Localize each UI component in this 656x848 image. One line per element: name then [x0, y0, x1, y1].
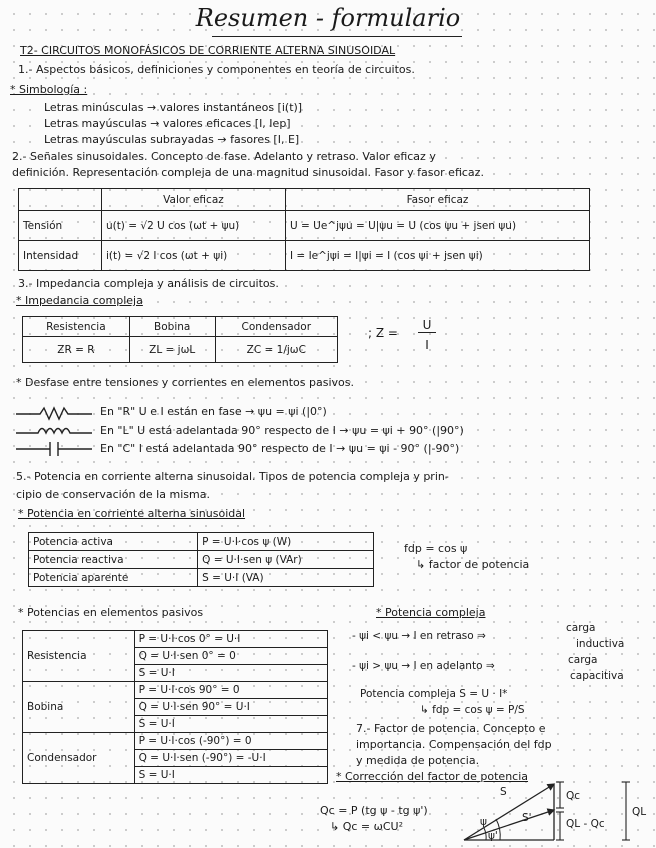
table-header: Bobina — [129, 317, 215, 337]
table-header: Valor eficaz — [101, 189, 285, 211]
pasivos-heading: * Potencias en elementos pasivos — [18, 606, 204, 619]
diagram-psi: ψ — [480, 816, 487, 828]
diagram-ql-qc: QL - Qc — [566, 818, 605, 830]
z-formula-lhs: ; Z = — [368, 326, 398, 340]
table-cell: Intensidad — [19, 241, 102, 271]
table-cell — [19, 189, 102, 211]
table-cell: Q = U·I·sen (-90°) = -U·I — [134, 750, 327, 767]
diagram-s: S — [500, 786, 507, 798]
table-cell: u(t) = √2 U cos (ωt + ψu) — [101, 211, 285, 241]
table-row-label: Resistencia — [23, 631, 135, 682]
compleja-row-1: - ψi < ψu → I en retraso ⇒ — [352, 630, 486, 642]
fasor-table — [18, 188, 590, 271]
table-row-label: Condensador — [23, 733, 135, 784]
table-cell: Q = U·I·sen 0° = 0 — [134, 648, 327, 665]
compleja-row-2-carga: carga — [568, 654, 598, 666]
qc-formula-2: ↳ Qc = ωCU² — [330, 820, 403, 833]
table-cell: S = U·I — [134, 716, 327, 733]
diagram-psi-prime: ψ' — [488, 830, 498, 842]
compleja-row-1-tipo: inductiva — [576, 638, 625, 650]
table-cell: I = Ie^jψi = I|ψi = I (cos ψi + jsen ψi) — [286, 241, 590, 271]
table-cell: S = U·I — [134, 767, 327, 784]
z-formula-den: I — [425, 338, 429, 352]
item-7-line-2: importancia. Compensación del fdp — [356, 738, 552, 751]
desfase-heading: * Desfase entre tensiones y corrientes en elementos pasivos. — [16, 376, 354, 389]
item-2-line-2: definición. Representación compleja de una magnitud sinusoidal. Fasor y fasor eficaz. — [12, 166, 484, 179]
compleja-row-2: - ψi > ψu → I en adelanto ⇒ — [352, 660, 495, 672]
table-cell: Potencia aparente — [29, 569, 198, 587]
compleja-fdp: ↳ fdp = cos ψ = P/S — [420, 704, 525, 716]
table-cell: P = U·I·cos 90° = 0 — [134, 682, 327, 699]
item-7-line-3: y medida de potencia. — [356, 754, 480, 767]
simbologia-line-1: Letras minúsculas → valores instantáneos [i(t)] — [44, 101, 303, 114]
compleja-formula: Potencia compleja S = U · I* — [360, 688, 508, 700]
simbologia-line-3: Letras mayúsculas subrayadas → fasores [I, E] — [44, 133, 300, 146]
table-header: Condensador — [215, 317, 337, 337]
table-cell: S = U·I — [134, 665, 327, 682]
impedance-table — [22, 316, 338, 363]
compleja-row-2-tipo: capacitiva — [570, 670, 624, 682]
diagram-s-prime: S' — [522, 812, 532, 824]
table-row-label: Bobina — [23, 682, 135, 733]
potencia-table — [28, 532, 374, 587]
item-7-line-1: 7.- Factor de potencia. Concepto e — [356, 722, 546, 735]
potencia-heading: * Potencia en corriente alterna sinusoidal — [18, 507, 246, 520]
table-cell: ZC = 1/jωC — [215, 337, 337, 363]
desfase-line-c: En "C" I está adelantada 90° respecto de I → ψu = ψi - 90° (|-90°) — [100, 442, 460, 455]
pasivos-table — [22, 630, 328, 784]
table-cell: U = Ue^jψu = U|ψu = U (cos ψu + jsen ψu) — [286, 211, 590, 241]
title-underline — [212, 36, 462, 37]
fdp-formula: fdp = cos ψ — [404, 542, 468, 555]
fdp-label: ↳ factor de potencia — [416, 558, 530, 571]
item-3: 3.- Impedancia compleja y análisis de circuitos. — [18, 277, 279, 290]
table-cell: S = U·I (VA) — [198, 569, 374, 587]
compleja-heading: * Potencia compleja — [376, 606, 486, 619]
circuit-symbols-icon — [14, 400, 94, 460]
desfase-line-l: En "L" U está adelantada 90° respecto de I → ψu = ψi + 90° (|90°) — [100, 424, 464, 437]
table-cell: P = U·I·cos ψ (W) — [198, 533, 374, 551]
table-cell: P = U·I·cos (-90°) = 0 — [134, 733, 327, 750]
impedancia-heading: * Impedancia compleja — [16, 294, 143, 307]
table-header: Resistencia — [23, 317, 130, 337]
item-5-line-2: cipio de conservación de la misma. — [16, 488, 210, 501]
table-cell: ZR = R — [23, 337, 130, 363]
table-cell: Q = U·I·sen ψ (VAr) — [198, 551, 374, 569]
item-2-line-1: 2.- Señales sinusoidales. Concepto de fase. Adelanto y retraso. Valor eficaz y — [12, 150, 436, 163]
z-formula-num: U — [418, 318, 436, 333]
qc-formula: Qc = P (tg ψ - tg ψ') — [320, 804, 428, 817]
page-title: Resumen - formulario — [195, 4, 461, 32]
correccion-heading: * Corrección del factor de potencia — [336, 770, 529, 783]
table-cell: Potencia activa — [29, 533, 198, 551]
desfase-line-r: En "R" U e I están en fase → ψu = ψi (|0°) — [100, 405, 327, 418]
diagram-ql: QL — [632, 806, 647, 818]
item-1: 1.- Aspectos básicos, definiciones y componentes en teoría de circuitos. — [18, 63, 415, 76]
table-cell: i(t) = √2 I cos (ωt + ψi) — [101, 241, 285, 271]
section-heading: T2- CIRCUITOS MONOFÁSICOS DE CORRIENTE ALTERNA SINUSOIDAL — [20, 44, 396, 57]
table-cell: Tensión — [19, 211, 102, 241]
table-cell: ZL = jωL — [129, 337, 215, 363]
simbologia-heading: * Simbología : — [10, 83, 88, 96]
table-cell: Q = U·I·sen 90° = U·I — [134, 699, 327, 716]
table-cell: P = U·I·cos 0° = U·I — [134, 631, 327, 648]
table-cell: Potencia reactiva — [29, 551, 198, 569]
diagram-qc: Qc — [566, 790, 581, 802]
item-5-line-1: 5.- Potencia en corriente alterna sinusoidal. Tipos de potencia compleja y prin- — [16, 470, 449, 483]
compleja-row-1-carga: carga — [566, 622, 596, 634]
table-header: Fasor eficaz — [286, 189, 590, 211]
simbologia-line-2: Letras mayúsculas → valores eficaces [I, Iep] — [44, 117, 291, 130]
